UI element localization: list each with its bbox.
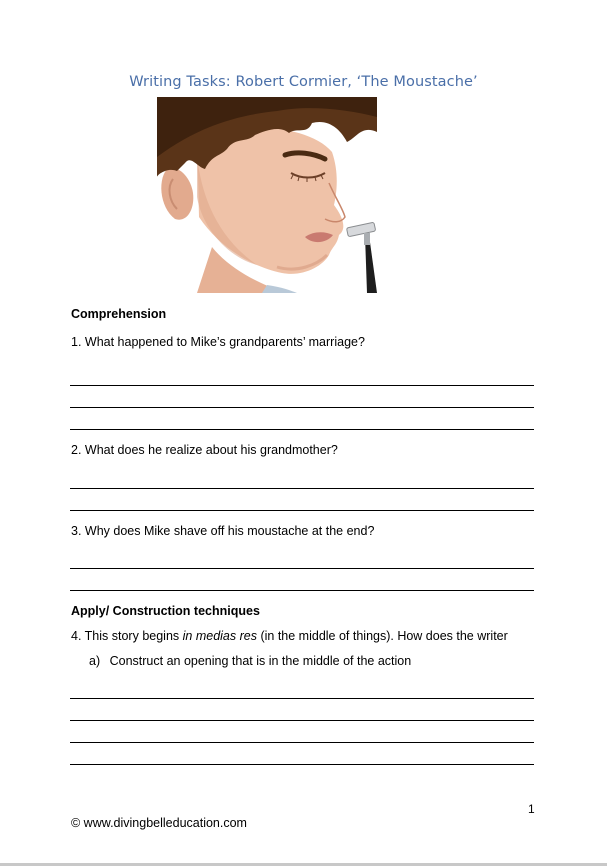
apply-heading: Apply/ Construction techniques [71,604,260,618]
answer-line [70,590,534,591]
answer-line [70,764,534,765]
question-4a-marker: a) [89,654,101,668]
answer-line [70,429,534,430]
answer-line [70,698,534,699]
answer-line [70,510,534,511]
page-number: 1 [528,802,535,816]
question-4a [89,654,411,668]
footer-copyright: © www.divingbelleducation.com [71,816,247,830]
answer-line [70,720,534,721]
comprehension-heading: Comprehension [71,307,167,321]
question-3: 3. Why does Mike shave off his moustache at the end? [71,524,375,538]
question-4 [71,629,508,643]
question-4-text: 4. This story begins [71,629,183,643]
question-4-text: (in the middle of things). How does the writer [256,629,508,643]
answer-line [70,385,534,386]
worksheet-title: Writing Tasks: Robert Cormier, ‘The Moustache’ [129,74,478,90]
question-1: 1. What happened to Mike’s grandparents’ marriage? [71,335,365,349]
question-4a-text: Construct an opening that is in the middle of the action [109,654,412,668]
answer-line [70,488,534,489]
question-2: 2. What does he realize about his grandmother? [71,443,338,457]
answer-line [70,407,534,408]
boy-with-razor-photo [157,97,377,293]
answer-line [70,568,534,569]
in-medias-res-term: in medias res [182,629,257,643]
answer-line [70,742,534,743]
